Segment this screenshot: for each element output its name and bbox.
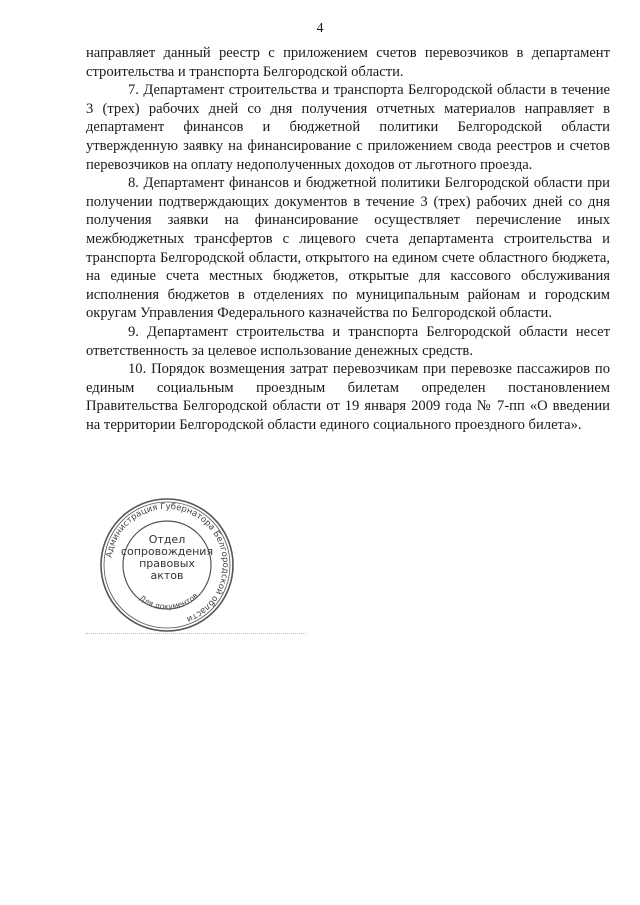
paragraph-text: Департамент строительства и транспорта Белгородской области несет ответственность за целевое использование денежных средств. — [86, 323, 610, 359]
stamp-line: правовых — [139, 557, 195, 570]
official-stamp — [98, 496, 236, 634]
paragraph-continuation — [86, 44, 610, 81]
paragraph-text: направляет данный реестр с приложением счетов перевозчиков в департамент строительства и транспорта Белгородской области. — [86, 45, 610, 80]
stamp-line: Отдел — [148, 533, 186, 546]
page-number: 4 — [316, 21, 324, 36]
paragraph-10 — [86, 360, 610, 434]
paragraph-number: 7. — [128, 82, 139, 99]
paragraph-8 — [86, 174, 610, 323]
paragraph-number: 10. — [128, 361, 147, 378]
paragraph-text: Департамент финансов и бюджетной политики Белгородской области при получении подтверждающих документов в течение 3 (трех) рабочих дней со дня получения заявки на финансирование осуществляет перечисление иных межбюджетных трансфертов с лицевого счета департамента строительства и транспорта Белгородской области, открытого на едином счете областного бюджета, на единые счета местных бюджетов, открытые для кассового обслуживания исполнения бюджетов в отделениях по муниципальным районам и городским округам Управления Федерального казначейства по Белгородской области. — [86, 175, 610, 322]
paragraph-text: Департамент строительства и транспорта Белгородской области в течение 3 (трех) рабочих дней со дня получения отчетных материалов направляет в департамент финансов и бюджетной политики Белгородской области утвержденную заявку на финансирование с приложением свода реестров и счетов перевозчиков на оплату недополученных доходов от льготного проезда. — [86, 82, 610, 173]
paragraph-9 — [86, 323, 610, 360]
paragraph-number: 8. — [128, 175, 139, 192]
stamp-line: актов — [150, 569, 184, 582]
stamp-line: сопровождения — [120, 545, 214, 558]
stamp-center — [98, 534, 236, 582]
paragraph-text: Порядок возмещения затрат перевозчикам при перевозке пассажиров по единым социальным проездным билетам определен постановлением Правительства Белгородской области от 19 января 2009 года № 7-пп «О введении на территории Белгородской области единого социального проездного билета». — [86, 361, 610, 433]
stamp-bottom-text: Для документов — [137, 590, 200, 612]
stamp-outer-text: Администрация Губернатора Белгородской области — [104, 501, 231, 625]
document-body — [86, 44, 610, 434]
paragraph-number: 9. — [128, 323, 139, 340]
paragraph-7 — [86, 81, 610, 174]
scan-artifact-line — [86, 633, 306, 635]
